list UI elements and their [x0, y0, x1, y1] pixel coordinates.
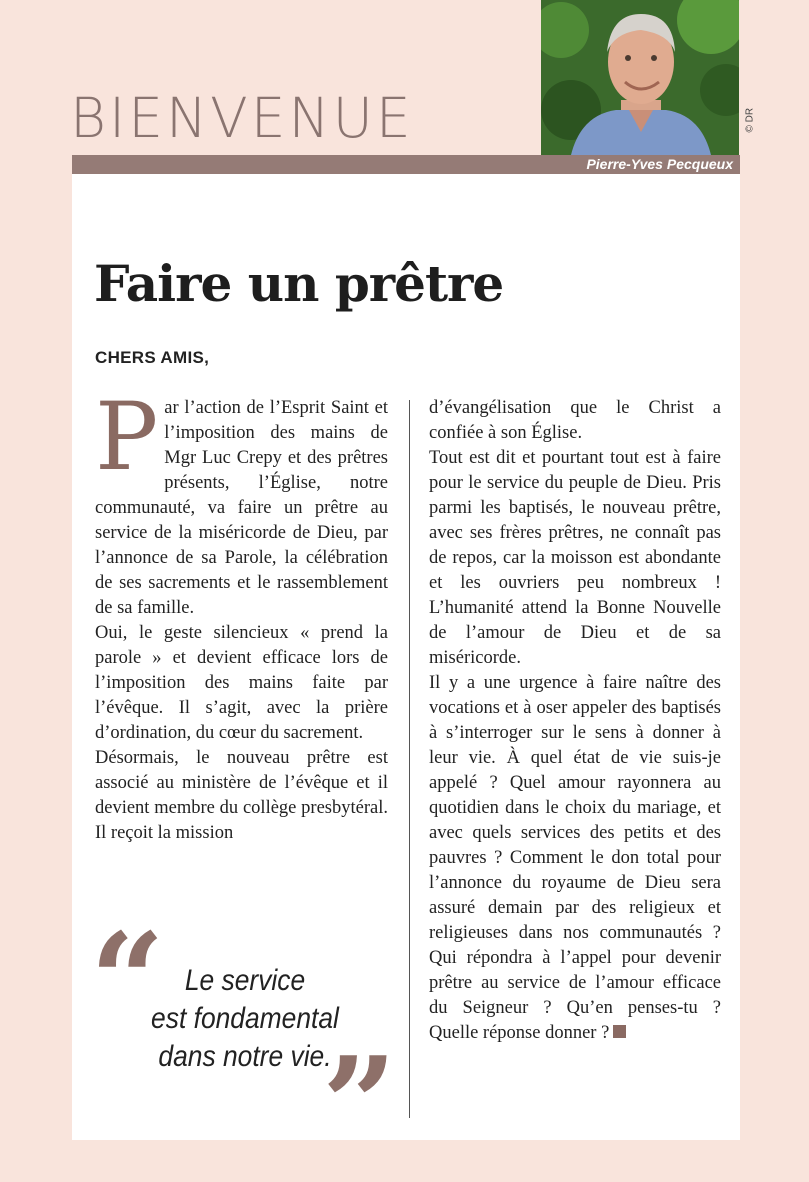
pull-quote-line: est fondamental	[151, 1002, 339, 1035]
paragraph: Désormais, le nouveau prêtre est associé au ministère de l’évêque et il devient membre du collège presbytéral. Il reçoit la mission	[95, 748, 388, 843]
pull-quote-line: dans notre vie.	[158, 1040, 332, 1073]
section-title: BIENVENUE	[70, 86, 414, 150]
column-divider	[409, 400, 410, 1118]
author-photo	[541, 0, 739, 155]
article-column-left	[95, 383, 388, 846]
paragraph: Oui, le geste silencieux « prend la parole » et devient efficace lors de l’imposition des mains faite par l’évêque. Il s’agit, avec la prière d’ordination, du cœur du sacrement.	[95, 623, 388, 743]
paragraph: Par l’action de l’Esprit Saint et l’imposition des mains de Mgr Luc Crepy et des prêtres présents, l’Église, notre communauté, va faire un prêtre au service de la miséricorde de Dieu, par l’annonce de sa Parole, la célébration de ses sacrements et le rassemblement de sa famille.	[95, 383, 388, 618]
paragraph: Tout est dit et pourtant tout est à faire pour le service du peuple de Dieu. Pris parmi les baptisés, le nouveau prêtre, avec ses frères prêtres, ne connaît pas de repos, car la moisson est abondante et les ouvriers peu nombreux ! L’humanité attend la Bonne Nouvelle de l’amour de Dieu et de sa miséricorde.	[429, 448, 721, 668]
paragraph: d’évangélisation que le Christ a confiée à son Église.	[429, 398, 721, 443]
square-end-mark-icon	[613, 1025, 626, 1038]
pull-quote-line: Le service	[184, 964, 306, 997]
article-headline: Faire un prêtre	[94, 254, 504, 313]
author-name: Pierre-Yves Pecqueux	[586, 156, 733, 172]
article-column-right	[429, 396, 721, 1046]
article-salutation: CHERS AMIS,	[95, 348, 210, 367]
quote-close-mark: ”	[322, 1028, 397, 1181]
photo-credit: © DR	[744, 107, 756, 133]
paragraph-last: Il y a une urgence à faire naître des vocations et à oser appeler des baptisés à s’interroger sur le sens à donner à leur vie. À quel état de vie suis-je appelé ? Quel amour rayonnera au quotidien dans le choix du mariage, et avec quels services des petits et des pauvres ? Comment le don total pour l’annonce du royaume de Dieu sera assuré demain par des religieux et religieuses dans nos communautés ? Qui répondra à l’appel pour devenir prêtre au service de l’amour efficace du Seigneur ? Qu’en penses-tu ? Quelle réponse donner ?	[429, 673, 721, 1043]
drop-cap: P	[95, 383, 159, 492]
quote-open-mark: “	[90, 904, 165, 1057]
